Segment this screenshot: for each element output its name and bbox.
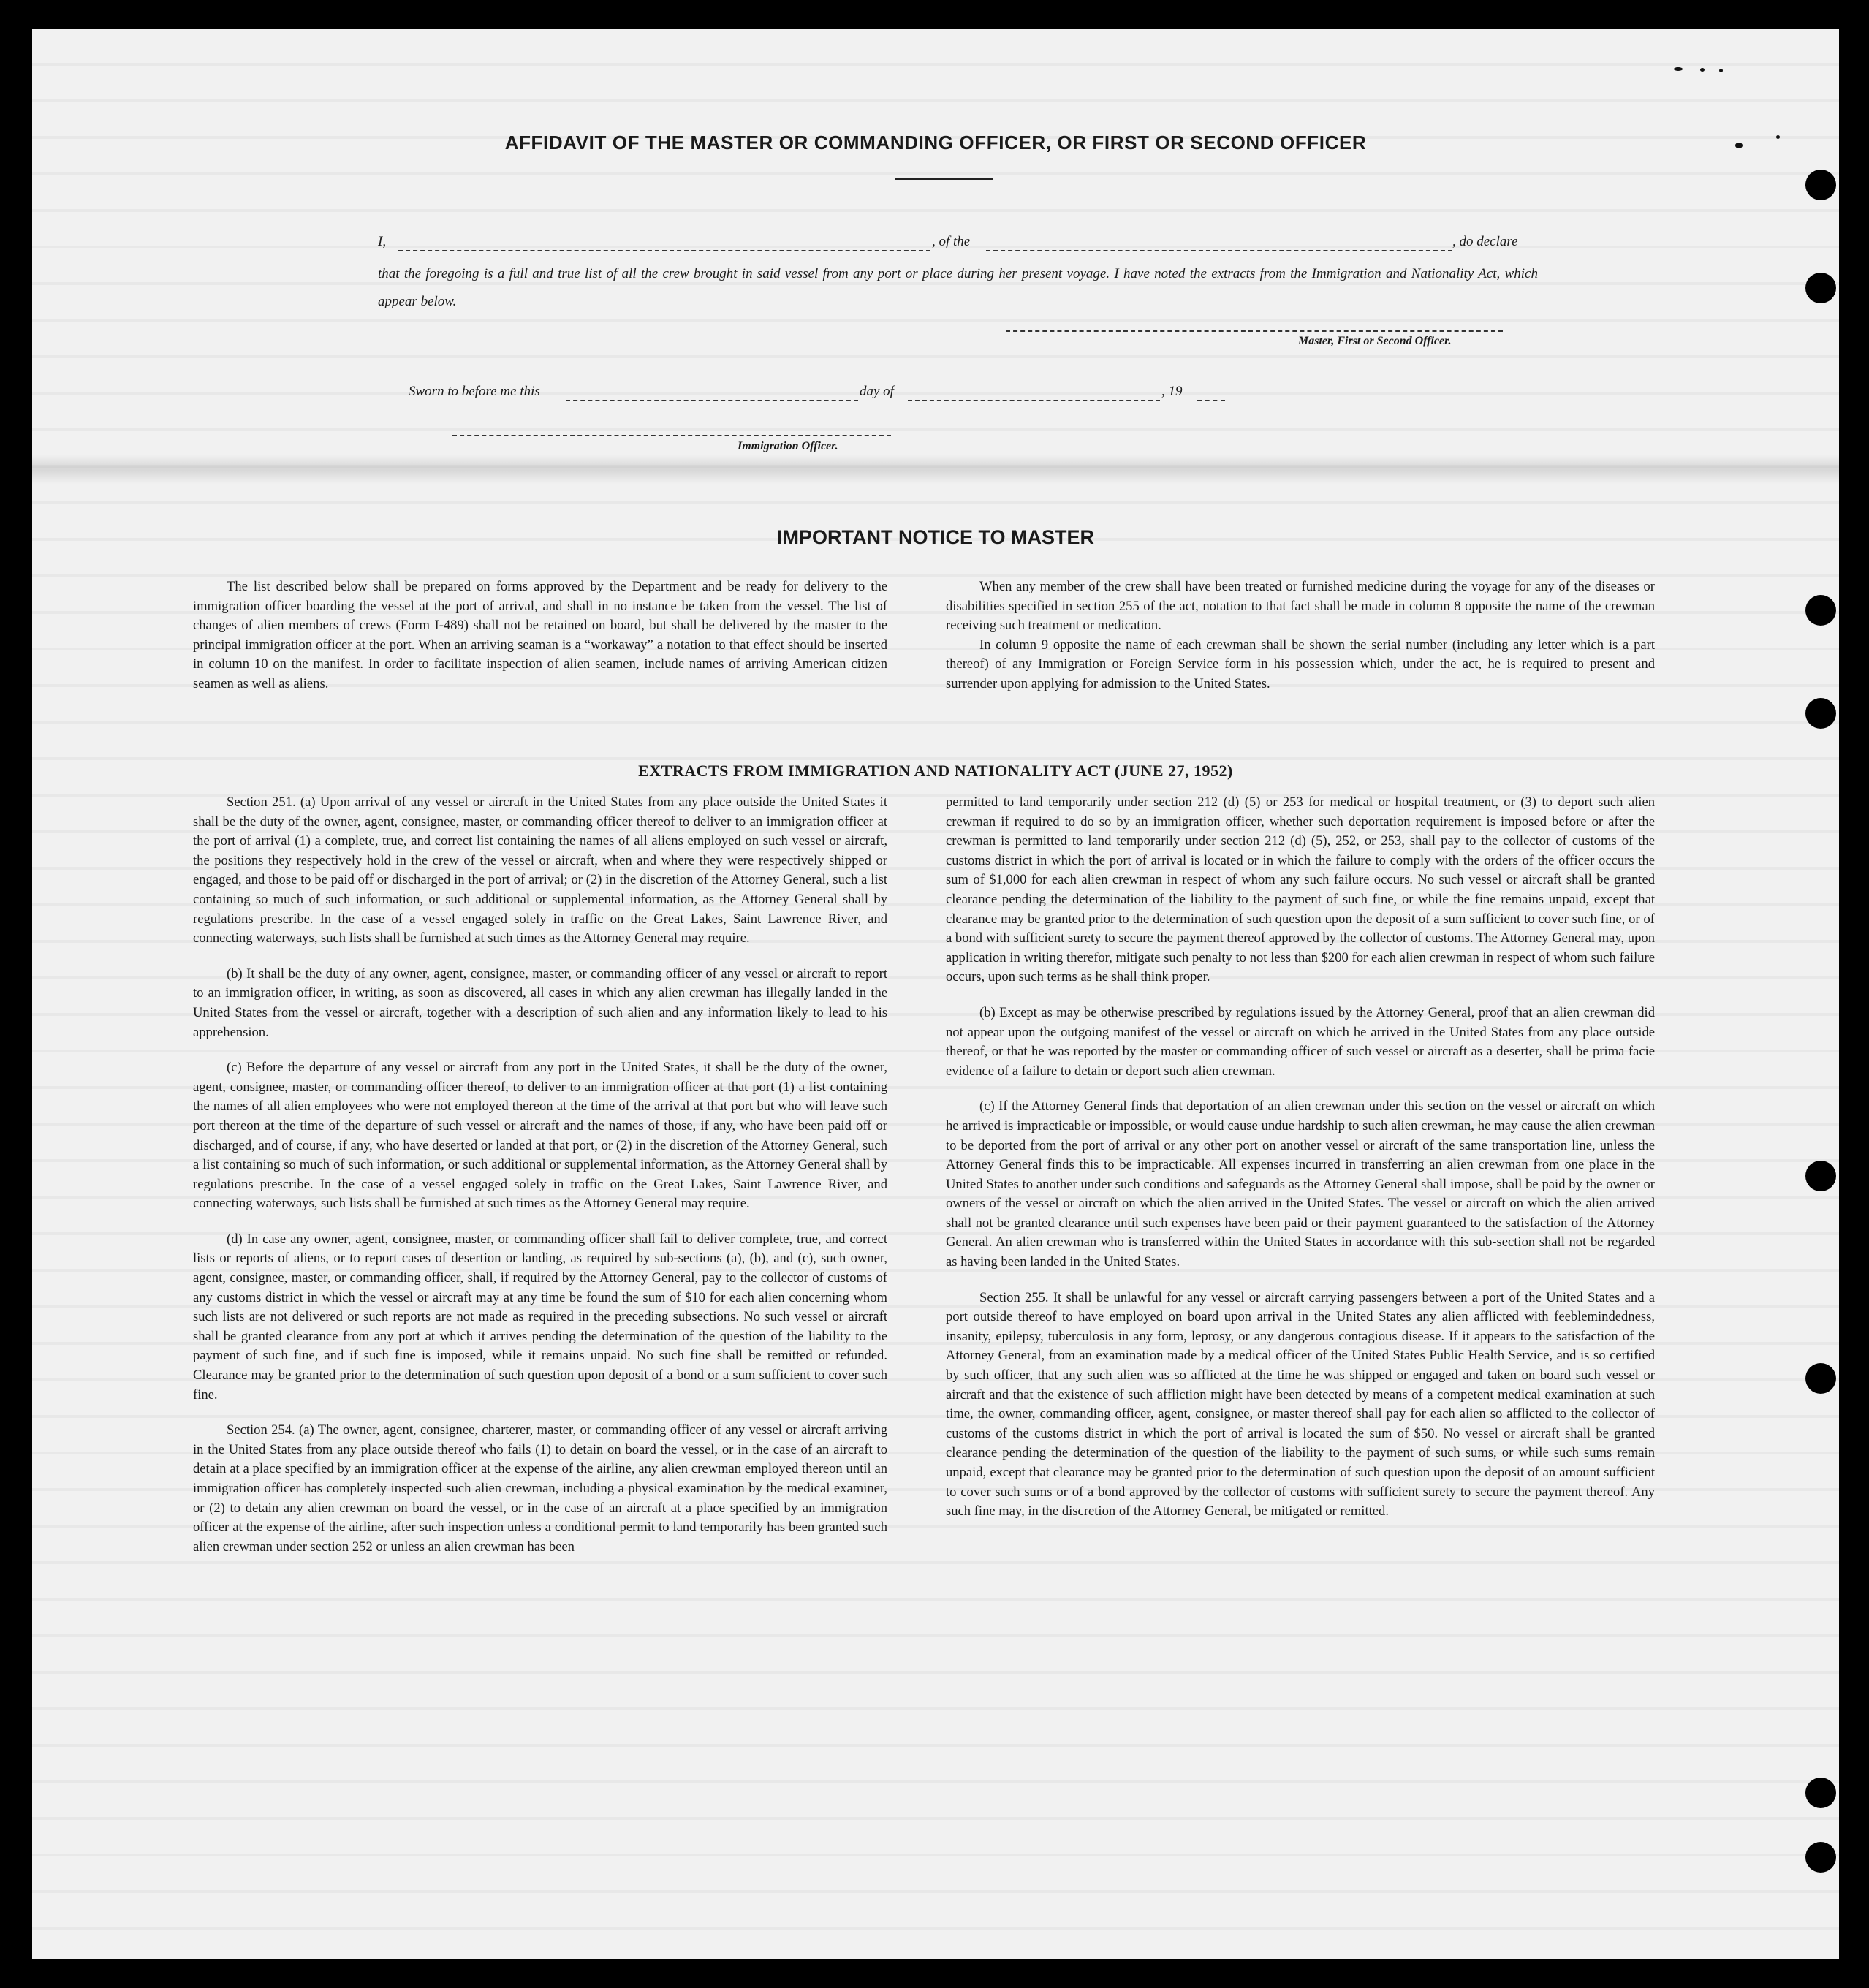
declaration-of: , of the [932,234,971,249]
name-blank [398,250,930,251]
binder-hole [1805,1161,1836,1191]
scan-speck [1719,69,1723,72]
section-251a: Section 251. (a) Upon arrival of any vessel or aircraft in the United States from any place outside the United States it shall be the duty of the owner, agent, consignee, master, or commanding officer thereof to deliver to an immigration officer at the port of arrival (1) a complete, true, and correct list containing the names of all aliens employed on such vessel or aircraft, the positions they respectively hold in the crew of the vessel or aircraft, when and where they were respectively shipped or engaged, and those to be paid off or discharged in the port of arrival; or (2) in the discretion of the Attorney General, such a list containing so much of such information, or such additional or supplemental information, as the Attorney General shall by regulations prescribe. In the case of a vessel engaged solely in traffic on the Great Lakes, Saint Lawrence River, and connecting waterways, such lists shall be furnished at such times as the Attorney General may require. [193,794,887,946]
scan-speck [1700,68,1705,72]
notice-right-column [946,577,1655,694]
title-underline [895,178,993,180]
section-251c: (c) Before the departure of any vessel or aircraft from any port in the United States, it shall be the duty of the owner, agent, consignee, master, or commanding officer thereof, to deliver to an immigration officer at that port (1) a list containing the names of all alien employees who were not employed thereon at the time of the arrival at that port but who will leave such port thereon at the time of the departure of such vessel or aircraft and the names of those, if any, who have been paid off or discharged, and of course, if any, who have deserted or landed at that port, or (2) in the discretion of the Attorney General, such a list containing so much of such information, or such additional or supplemental information, as the Attorney General shall by regulations prescribe. In the case of a vessel engaged solely in traffic on the Great Lakes, Saint Lawrence River, and connecting waterways, such lists shall be furnished at such times as the Attorney General may require. [193,1060,887,1212]
master-signature-line [1006,330,1503,332]
section-254c: (c) If the Attorney General finds that deportation of an alien crewman under this section on the vessel or aircraft on which he arrived is impracticable or impossible, or would cause undue hardship to such alien crewman, he may cause the alien crewman to be deported from the port of arrival or any other port on another vessel or aircraft of the same transportation line, unless the Attorney General finds this to be impracticable. All expenses incurred in transferring an alien crewman from one place in the United States to another under such conditions and safeguards as the Attorney General shall impose, shall be paid by the owner or owners of the vessel or aircraft on which the alien arrived in the United States. The vessel or aircraft on which the alien arrived shall not be granted clearance until such expenses have been paid or their payment guaranteed to the satisfaction of the Attorney General. An alien crewman who is transferred within the United States in accordance with this sub-section shall not be regarded as having been landed in the United States. [946,1099,1655,1270]
month-blank [908,400,1160,401]
declaration-line [378,234,1538,263]
officer-signature-line [452,435,891,436]
declaration-prefix: I, [378,234,387,249]
sworn-day-label: day of [860,384,894,399]
extracts-title: EXTRACTS FROM IMMIGRATION AND NATIONALITY ACT (JUNE 27, 1952) [638,762,1233,780]
binder-hole [1805,170,1836,200]
section-254a: Section 254. (a) The owner, agent, consignee, charterer, master, or commanding officer of any vessel or aircraft arriving in the United States from any place outside thereof who fails (1) to detain on board the vessel, or in the case of an aircraft to detain at a place specified by an immigration officer at the expense of the airline, any alien crewman employed thereon until an immigration officer has completely inspected such alien crewman, including a physical examination by the medical examiner, or (2) to detain any alien crewman on board the vessel, or in the case of an aircraft at a place specified by an immigration officer at the expense of the airline, after such inspection unless a conditional permit to land temporarily has been granted such alien crewman under section 252 or unless an alien crewman has been [193,1422,887,1555]
officer-signature-label: Immigration Officer. [738,440,838,452]
declaration-suffix: , do declare [1452,234,1518,249]
sworn-line [409,384,540,400]
scan-band [32,455,1839,484]
affidavit-title: AFFIDAVIT OF THE MASTER OR COMMANDING OFFICER, OR FIRST OR SECOND OFFICER [504,132,1367,153]
vessel-blank [986,250,1452,251]
binder-hole [1805,1842,1836,1873]
declaration-text: that the foregoing is a full and true list of all the crew brought in said vessel from any port or place during her present voyage. I have noted the extracts from the Immigration and Nationality Act, which appear below. [378,266,1538,309]
notice-left-paragraph: The list described below shall be prepared on forms approved by the Department and be ready for delivery to the immigration officer boarding the vessel at the port of arrival, and shall in no instance be taken from the vessel. The list of changes of alien members of crews (Form I-489) shall not be retained on board, but shall be delivered by the master to the principal immigration officer at the port. When an arriving seaman is a “workaway” a notation to that effect should be inserted in column 10 on the manifest. In order to facilitate inspection of alien seamen, include names of arriving American citizen seamen as well as aliens. [193,579,887,691]
year-blank [1197,400,1225,401]
binder-hole [1805,595,1836,626]
binder-hole [1805,698,1836,729]
extracts-right-column [946,793,1655,1522]
section-254a-continued: permitted to land temporarily under section 212 (d) (5) or 253 for medical or hospital treatment, or (3) to deport such alien crewman if required to do so by an immigration officer, whether such deportation requirement is imposed before or after the crewman is permitted to land temporarily under section 212 (d) (5), 252, or 253, shall pay to the collector of customs of the customs district in which the port of arrival is located or in which the failure to comply with the orders of the officer occurs the sum of $1,000 for each alien crewman in respect of whom any such failure occurs. No such vessel or aircraft shall be granted clearance pending the determination of the liability to the payment of such fine, or while the fine remains unpaid, except that clearance may be granted prior to the determination of such question upon the deposit of a sum sufficient to cover such fine, or of a bond with sufficient surety to secure the payment thereof approved by the collector of customs. The Attorney General may, upon application in writing therefor, mitigate such penalty to not less than $200 for each alien crewman in respect of whom such failure occurs, upon such terms as he shall think proper. [946,794,1655,985]
section-251d: (d) In case any owner, agent, consignee, master, or commanding officer shall fail to deliver complete, true, and correct lists or reports of aliens, or to report cases of desertion or landing, as required by sub-sections (a), (b), and (c), such owner, agent, consignee, master, or commanding officer, shall, if required by the Attorney General, pay to the collector of customs of any customs district in which the vessel or aircraft may at any time be found the sum of $10 for each alien concerning whom such lists are not delivered or such reports are not made as required in the preceding subsections. No such vessel or aircraft shall be granted clearance from any port at which it arrives pending the determination of the question of the liability to the payment of such fine, and if such fine is imposed, while it remains unpaid. No such fine shall be remitted or refunded. Clearance may be granted prior to the determination of such question upon deposit of a bond or a sum sufficient to cover such fine. [193,1231,887,1403]
day-blank [566,400,858,401]
binder-hole [1805,1363,1836,1394]
section-254b: (b) Except as may be otherwise prescribed by regulations issued by the Attorney General, proof that an alien crewman did not appear upon the outgoing manifest of the vessel or aircraft on which he arrived in the United States from any place outside thereof, or that he was reported by the master or commanding officer of such vessel or aircraft as a deserter, shall be prima facie evidence of a failure to detain or deport such alien crewman. [946,1004,1655,1079]
sworn-year-label: , 19 [1161,384,1183,399]
scan-speck [1674,67,1683,71]
master-signature-label: Master, First or Second Officer. [1298,335,1452,347]
section-251b: (b) It shall be the duty of any owner, agent, consignee, master, or commanding officer of any vessel or aircraft to report to an immigration officer, in writing, as soon as discovered, all cases in which any alien crewman has illegally landed in the United States from the vessel or aircraft, together with a description of such alien and any information likely to lead to his apprehension. [193,965,887,1040]
sworn-prefix: Sworn to before me this [409,384,540,399]
binder-hole [1805,273,1836,303]
section-255: Section 255. It shall be unlawful for any vessel or aircraft carrying passengers between a port of the United States and a port outside thereof to have employed on board upon arrival in the United States any alien afflicted with feeblemindedness, insanity, epilepsy, tuberculosis in any form, leprosy, or any dangerous contagious disease. If it appears to the satisfaction of the Attorney General, from an examination made by a medical officer of the United States Public Health Service, and is so certified by such officer, that any such alien was so afflicted at the time he was shipped or engaged and taken on board such vessel or aircraft and that the existence of such affliction might have been detected by means of a competent medical examination at such time, the owner, commanding officer, agent, consignee, or master thereof shall pay for each alien so afflicted to the collector of customs of the customs district in which the port of arrival is located the sum of $50. No vessel or aircraft shall be granted clearance pending the determination of the question of the liability to the payment of such sums, or while such sums remain unpaid, except that clearance may be granted prior to the determination of such question upon the deposit of an amount sufficient to cover such sums or of a bond approved by the collector of customs with sufficient surety to secure the payment thereof. Any such fine may, in the discretion of the Attorney General, be mitigated or remitted. [946,1289,1655,1520]
notice-title: IMPORTANT NOTICE TO MASTER [777,526,1094,548]
notice-right-paragraph-1: When any member of the crew shall have been treated or furnished medicine during the voyage for any of the diseases or disabilities specified in section 255 of the act, notation to that fact shall be made in column 8 opposite the name of the crewman receiving such treatment or medication. [946,579,1655,634]
binder-hole [1805,1778,1836,1808]
notice-left-column [193,577,887,694]
extracts-left-column [193,793,887,1557]
notice-right-paragraph-2: In column 9 opposite the name of each crewman shall be shown the serial number (including any letter which is a part thereof) of any Immigration or Foreign Service form in his possession which, under the act, he is required to present and surrender upon applying for admission to the United States. [946,637,1655,691]
document-page [32,29,1839,1959]
